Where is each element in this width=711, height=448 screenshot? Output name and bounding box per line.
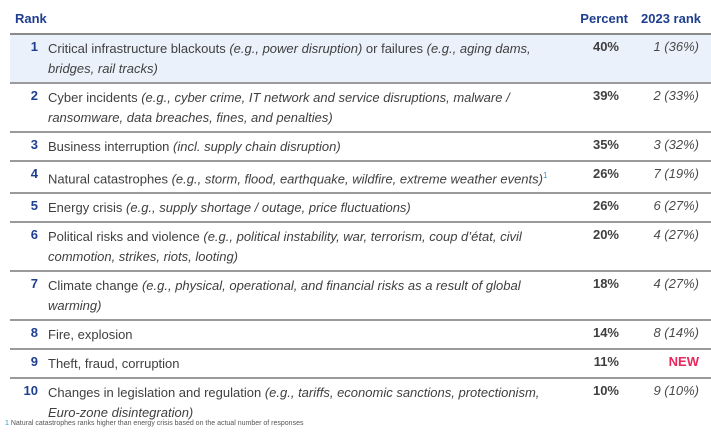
risk-detail: (e.g., physical, operational, and financial risks as a result of global warming) — [48, 278, 521, 314]
percent-value: 11% — [593, 354, 619, 370]
risk-description — [48, 350, 558, 377]
risk-detail: (incl. supply chain disruption) — [173, 139, 341, 154]
table-row — [10, 350, 711, 379]
prev-rank-value: 4 (27%) — [653, 227, 699, 243]
prev-rank-value: 8 (14%) — [653, 325, 699, 341]
prev-rank-value: 1 (36%) — [653, 39, 699, 54]
header-2023-rank: 2023 rank — [641, 11, 701, 26]
rank-number: 7 — [30, 276, 38, 292]
table-row — [10, 35, 711, 84]
risk-name: Fire, explosion — [48, 327, 133, 343]
percent-value: 40% — [592, 39, 619, 54]
risk-ranking-table — [10, 6, 711, 426]
table-row — [10, 223, 711, 272]
rank-number: 2 — [30, 88, 38, 103]
table-row — [10, 272, 711, 321]
risk-name: Critical infrastructure blackouts — [48, 41, 230, 56]
footnote — [5, 420, 303, 427]
risk-description — [48, 162, 558, 192]
risk-detail: (e.g., tariffs, economic sanctions, protectionism, Euro-zone disintegration) — [48, 385, 540, 421]
rank-number: 6 — [30, 227, 38, 243]
prev-rank-value: 9 (10%) — [653, 383, 699, 399]
risk-name: Political risks and violence — [48, 229, 204, 245]
rank-number: 9 — [30, 354, 38, 370]
rank-number: 1 — [30, 39, 38, 54]
prev-rank-value: 4 (27%) — [653, 276, 699, 292]
footnote-marker[interactable]: 1 — [542, 171, 548, 180]
risk-description — [48, 84, 558, 131]
percent-value: 39% — [592, 88, 619, 103]
percent-value: 20% — [592, 227, 619, 243]
risk-description — [48, 194, 558, 221]
prev-rank-value: 3 (32%) — [653, 137, 699, 152]
table-row — [10, 133, 711, 162]
rank-number: 3 — [30, 137, 38, 152]
prev-rank-value: 7 (19%) — [653, 166, 699, 181]
percent-value: 26% — [592, 198, 619, 214]
table-header — [10, 6, 711, 35]
rank-number: 8 — [30, 325, 38, 341]
risk-name: Climate change — [48, 278, 142, 294]
prev-rank-value: 2 (33%) — [653, 88, 699, 103]
risk-description — [48, 321, 558, 348]
risk-detail: (e.g., power disruption) — [229, 41, 363, 56]
risk-name: Natural catastrophes — [48, 171, 172, 187]
percent-value: 18% — [592, 276, 619, 292]
risk-name-2: or failures — [362, 41, 427, 56]
footnote-number: 1 — [5, 420, 9, 427]
percent-value: 26% — [592, 166, 619, 181]
risk-name: Business interruption — [48, 139, 174, 154]
rank-number: 10 — [23, 383, 38, 399]
footnote-text: Natural catastrophes ranks higher than energy crisis based on the actual number of responses — [8, 420, 304, 427]
risk-description — [48, 223, 558, 270]
table-row — [10, 84, 711, 133]
risk-detail: (e.g., cyber crime, IT network and service disruptions, malware / ransomware, data breaches, fines, and penalties) — [48, 90, 510, 125]
percent-value: 35% — [592, 137, 619, 152]
risk-description — [48, 35, 558, 82]
risk-detail: (e.g., political instability, war, terrorism, coup d’état, civil commotion, strikes, riots, looting) — [48, 229, 522, 265]
risk-name: Energy crisis — [48, 200, 127, 216]
risk-detail: (e.g., supply shortage / outage, price fluctuations) — [126, 200, 411, 216]
risk-name: Cyber incidents — [48, 90, 142, 105]
risk-detail-2: (e.g., aging dams, bridges, rail tracks) — [48, 41, 531, 76]
prev-rank-value: 6 (27%) — [653, 198, 699, 214]
rank-number: 5 — [30, 198, 38, 214]
table-row — [10, 321, 711, 350]
risk-description — [48, 272, 558, 319]
risk-name: Theft, fraud, corruption — [48, 356, 180, 372]
percent-value: 14% — [592, 325, 619, 341]
rank-number: 4 — [30, 166, 38, 181]
risk-name: Changes in legislation and regulation — [48, 385, 265, 401]
risk-description — [48, 133, 558, 160]
risk-detail: (e.g., storm, flood, earthquake, wildfire, extreme weather events) — [171, 171, 543, 187]
header-percent: Percent — [580, 11, 628, 26]
percent-value: 10% — [592, 383, 619, 399]
header-rank: Rank — [15, 11, 47, 26]
new-badge: NEW — [668, 354, 699, 370]
table-row — [10, 194, 711, 223]
table-row — [10, 162, 711, 194]
